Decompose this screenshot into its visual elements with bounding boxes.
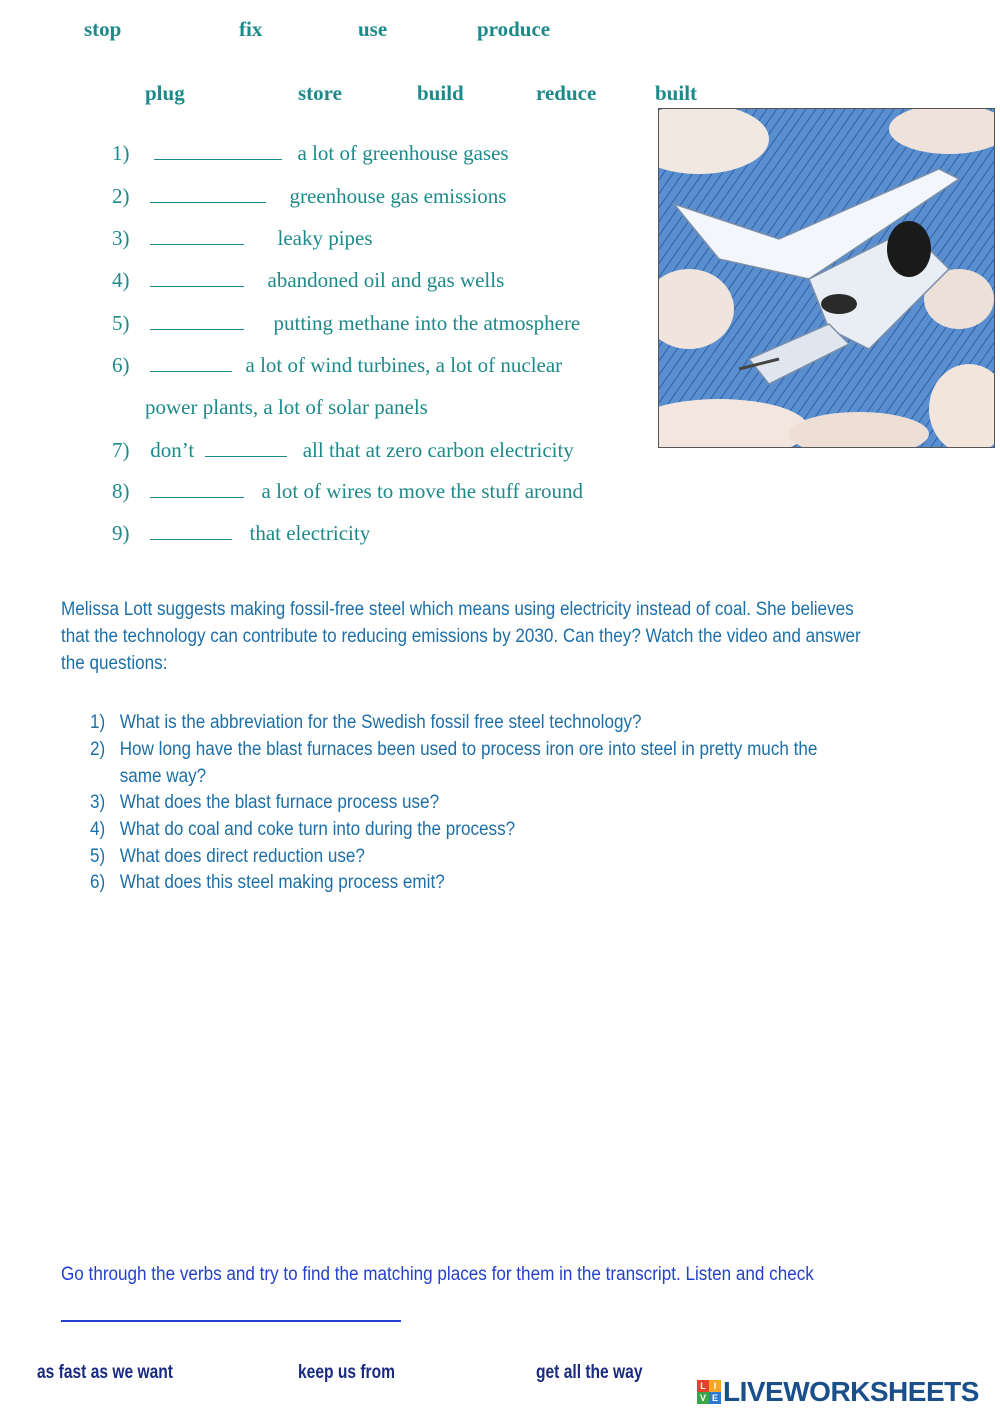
answer-blank[interactable] [150, 355, 232, 372]
answer-blank[interactable] [150, 523, 232, 540]
word-bank-item: stop [84, 17, 122, 41]
exercise-item [112, 184, 506, 209]
answer-blank[interactable] [150, 228, 244, 245]
logo-mark-letter: I [709, 1380, 721, 1392]
question-number: 1) [90, 712, 106, 733]
answer-blank[interactable] [150, 481, 244, 498]
question-number: 3) [90, 792, 106, 813]
question-number: 4) [90, 819, 106, 840]
exercise-text: that electricity [249, 521, 371, 545]
exercise-text: greenhouse gas emissions [289, 184, 507, 208]
exercise-number: 6) [112, 353, 130, 377]
word-bank-item: produce [477, 17, 551, 41]
answer-blank[interactable] [154, 143, 282, 160]
logo-mark-letter: E [709, 1392, 721, 1404]
word-bank-item: plug [145, 81, 185, 105]
word-bank-item: built [655, 81, 698, 105]
word-bank-item: use [358, 17, 388, 41]
question-item [90, 869, 918, 896]
word-bank-item: store [298, 81, 342, 105]
exercise-text: a lot of greenhouse gases [297, 141, 509, 165]
aircraft-storm-illustration [658, 108, 995, 448]
liveworksheets-logo [697, 1375, 979, 1409]
question-text: What does the blast furnace process use? [119, 792, 440, 813]
question-text: What do coal and coke turn into during the process? [119, 819, 516, 840]
exercise-text: putting methane into the atmosphere [273, 311, 581, 335]
exercise-item [112, 311, 580, 336]
answer-blank[interactable] [150, 186, 266, 203]
question-number: 6) [90, 872, 106, 893]
question-item [90, 789, 918, 816]
exercise-text: leaky pipes [277, 226, 373, 250]
question-text: How long have the blast furnaces been used to process iron ore into steel in pretty much the [119, 739, 818, 760]
exercise-text: abandoned oil and gas wells [267, 268, 505, 292]
instruction-underline [61, 1320, 401, 1322]
question-item [90, 843, 918, 870]
exercise-continuation: power plants, a lot of solar panels [145, 395, 428, 419]
phrase-item: as fast as we want [37, 1362, 173, 1383]
exercise-prefix: don’t [150, 438, 195, 462]
question-number: 2) [90, 739, 106, 760]
exercise-item [112, 353, 562, 378]
question-text: What does direct reduction use? [119, 846, 365, 867]
instruction-text: Go through the verbs and try to find the matching places for them in the transcript. Listen and check [61, 1264, 814, 1285]
exercise-number: 5) [112, 311, 130, 335]
logo-mark-icon [697, 1380, 721, 1404]
aircraft-illustration-svg [659, 109, 994, 447]
exercise-number: 9) [112, 521, 130, 545]
word-bank-item: reduce [536, 81, 597, 105]
question-number: 5) [90, 846, 106, 867]
exercise-item [112, 438, 574, 463]
exercise-item [112, 141, 509, 166]
question-continuation: same way? [119, 766, 207, 787]
exercise-text: a lot of wires to move the stuff around [261, 479, 584, 503]
intro-paragraph: Melissa Lott suggests making fossil-free steel which means using electricity instead of coal. She believes that the technology can contribute to reducing emissions by 2030. Can they? Watch the video and answer the questions: [61, 599, 861, 674]
logo-text: LIVEWORKSHEETS [723, 1376, 979, 1407]
question-item [90, 709, 918, 736]
exercise-number: 2) [112, 184, 130, 208]
exercise-number: 4) [112, 268, 130, 292]
exercise-item [112, 521, 370, 546]
question-text: What is the abbreviation for the Swedish fossil free steel technology? [119, 712, 642, 733]
exercise-text: a lot of wind turbines, a lot of nuclear [245, 353, 563, 377]
exercise-number: 3) [112, 226, 130, 250]
question-text: What does this steel making process emit? [119, 872, 445, 893]
question-item [90, 816, 918, 843]
phrase-item: get all the way [536, 1362, 643, 1383]
exercise-item [112, 226, 373, 251]
word-bank-item: fix [239, 17, 263, 41]
question-item [90, 736, 918, 790]
word-bank-item: build [417, 81, 464, 105]
exercise-text: all that at zero carbon electricity [302, 438, 574, 462]
exercise-item [112, 268, 504, 293]
answer-blank[interactable] [205, 440, 287, 457]
logo-mark-letter: V [697, 1392, 709, 1404]
exercise-number: 8) [112, 479, 130, 503]
answer-blank[interactable] [150, 270, 244, 287]
exercise-number: 7) [112, 438, 130, 462]
exercise-item [112, 479, 583, 504]
logo-mark-letter: L [697, 1380, 709, 1392]
exercise-number: 1) [112, 141, 130, 165]
answer-blank[interactable] [150, 313, 244, 330]
phrase-item: keep us from [298, 1362, 395, 1383]
